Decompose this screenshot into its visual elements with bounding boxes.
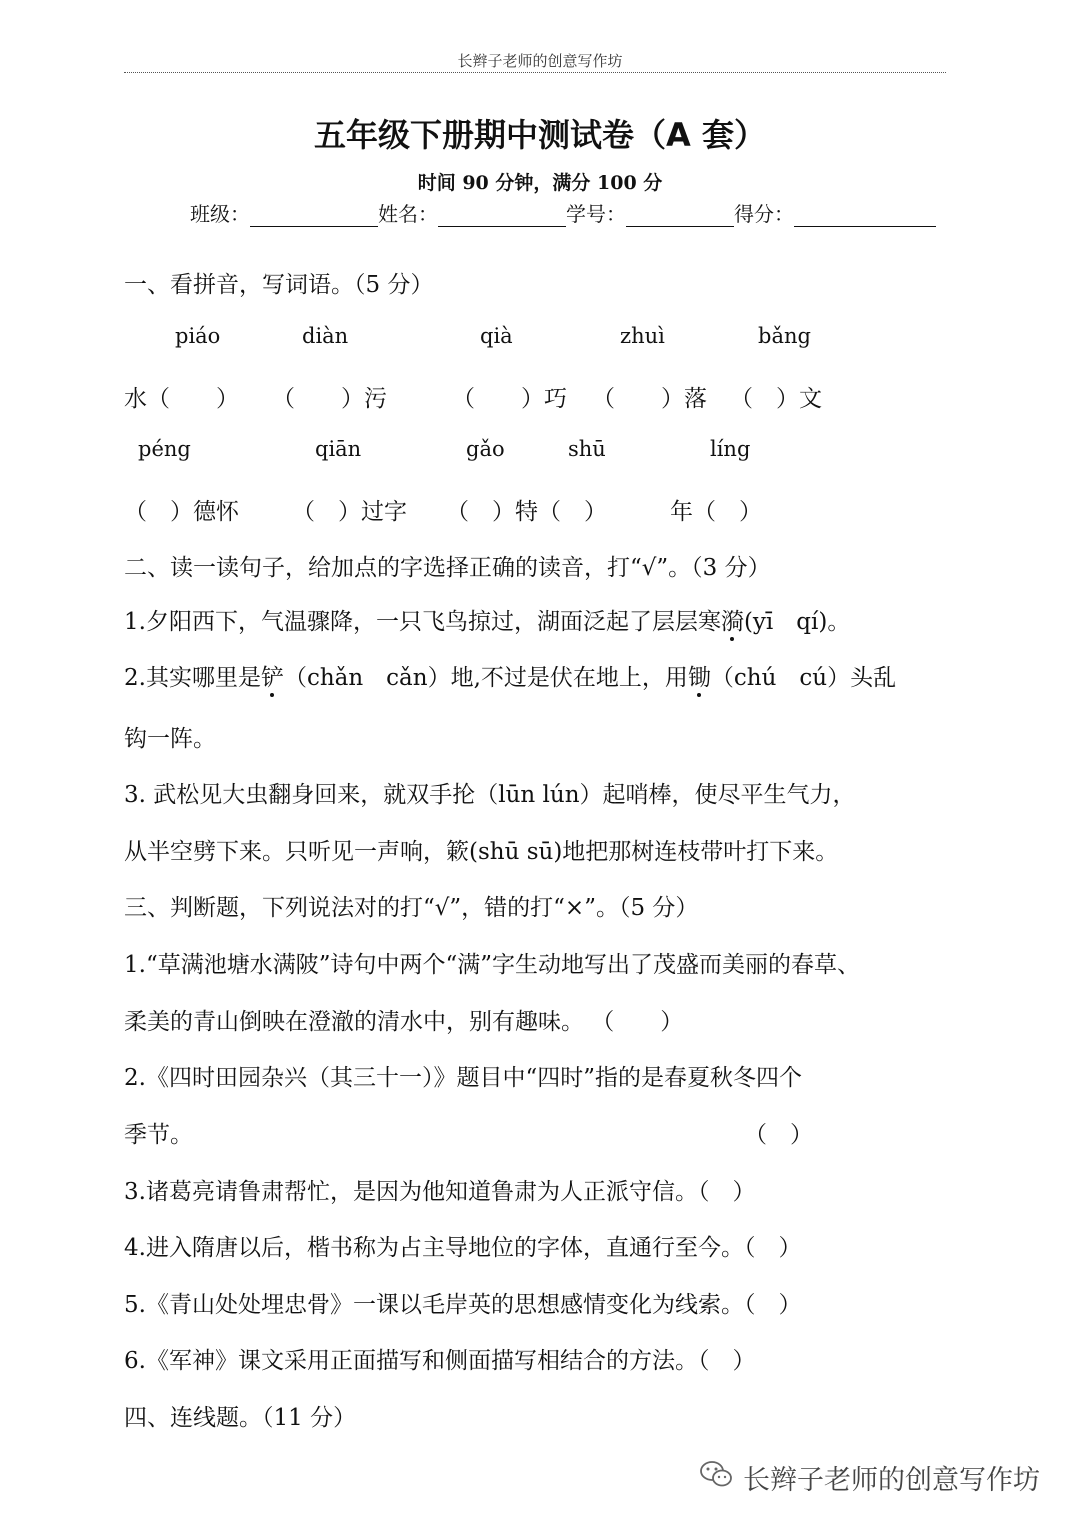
pinyin: piáo — [175, 324, 221, 348]
word-blank[interactable]: （ ）文 — [730, 386, 822, 412]
answer-paren[interactable]: （ ） — [744, 1122, 813, 1148]
question-text: 2.其实哪里是 — [124, 665, 261, 691]
question-3-6[interactable]: 6.《军神》课文采用正面描写和侧面描写相结合的方法。（ ） — [124, 1348, 756, 1374]
question-3-5[interactable]: 5.《青山处处埋忠骨》一课以毛岸英的思想感情变化为线索。（ ） — [124, 1292, 802, 1318]
section-4-heading: 四、连线题。（11 分） — [124, 1405, 357, 1431]
id-blank[interactable] — [626, 206, 734, 227]
pinyin: qià — [480, 324, 513, 348]
question-2-3: 3. 武松见大虫翻身回来，就双手抡（lūn lún）起哨棒，使尽平生气力， — [124, 782, 856, 808]
section-2-heading: 二、读一读句子，给加点的字选择正确的读音，打“√”。（3 分） — [124, 555, 771, 581]
question-3-4[interactable]: 4.进入隋唐以后，楷书称为占主导地位的字体，直通行至今。（ ） — [124, 1235, 802, 1261]
pinyin: shū — [568, 437, 606, 461]
question-2-2 — [124, 659, 896, 692]
reading-options[interactable]: (yī qí)。 — [743, 609, 851, 635]
question-2-1 — [124, 603, 850, 636]
word-blank[interactable]: （ ）污 — [272, 386, 387, 412]
question-3-3[interactable]: 3.诸葛亮请鲁肃帮忙，是因为他知道鲁肃为人正派守信。（ ） — [124, 1179, 756, 1205]
pinyin: qiān — [315, 437, 362, 461]
exam-subtitle: 时间 90 分钟，满分 100 分 — [417, 172, 663, 194]
question-2-2-cont: 钩一阵。 — [124, 726, 216, 752]
pinyin: diàn — [302, 324, 349, 348]
question-2-3-cont: 从半空劈下来。只听见一声响，簌(shū sū)地把那树连枝带叶打下来。 — [124, 839, 839, 865]
id-label: 学号： — [566, 202, 626, 226]
dotted-char: 锄 — [687, 665, 711, 691]
reading-options[interactable]: （chǎn cǎn）地,不过是伏在地上，用 — [283, 665, 688, 691]
class-blank[interactable] — [250, 206, 378, 227]
word-blank[interactable]: 水（ ） — [124, 386, 239, 412]
word-blank[interactable]: （ ）巧 — [452, 386, 567, 412]
pinyin: zhuì — [620, 324, 665, 348]
student-info-fields — [190, 198, 936, 227]
word-blank[interactable]: （ ）落 — [592, 386, 707, 412]
reading-options[interactable]: （chú cú）头乱 — [710, 665, 897, 691]
word-blank[interactable]: （ ）特（ ） — [446, 499, 607, 525]
watermark-text: 长辫子老师的创意写作坊 — [743, 1465, 1040, 1496]
pinyin: péng — [138, 437, 191, 461]
question-3-1-cont[interactable]: 柔美的青山倒映在澄澈的清水中，别有趣味。 （ ） — [124, 1009, 684, 1035]
pinyin: gǎo — [466, 437, 505, 461]
wechat-icon — [699, 1459, 733, 1496]
section-3-heading: 三、判断题，下列说法对的打“√”，错的打“×”。（5 分） — [124, 895, 699, 921]
dotted-char: 漪 — [720, 609, 744, 635]
question-3-1: 1.“草满池塘水满陂”诗句中两个“满”字生动地写出了茂盛而美丽的春草、 — [124, 952, 860, 978]
score-label: 得分： — [734, 202, 794, 226]
question-text: 1.夕阳西下，气温骤降，一只飞鸟掠过，湖面泛起了层层寒 — [124, 609, 721, 635]
dotted-char: 铲 — [260, 665, 284, 691]
section-1-heading: 一、看拼音，写词语。（5 分） — [124, 272, 434, 298]
name-label: 姓名： — [378, 202, 438, 226]
header-divider — [124, 72, 946, 73]
watermark — [699, 1458, 1040, 1497]
score-blank[interactable] — [794, 206, 936, 227]
question-3-2-cont: 季节。 — [124, 1122, 193, 1148]
word-blank[interactable]: （ ）德怀 — [124, 499, 239, 525]
exam-title: 五年级下册期中测试卷（A 套） — [314, 116, 766, 154]
word-blank[interactable]: （ ）过字 — [292, 499, 407, 525]
page-header: 长辫子老师的创意写作坊 — [457, 52, 623, 70]
question-3-2: 2.《四时田园杂兴（其三十一）》题目中“四时”指的是春夏秋冬四个 — [124, 1065, 802, 1091]
pinyin: líng — [710, 437, 751, 461]
word-blank[interactable]: 年（ ） — [670, 499, 762, 525]
pinyin: bǎng — [758, 324, 811, 348]
class-label: 班级： — [190, 202, 250, 226]
name-blank[interactable] — [438, 206, 566, 227]
